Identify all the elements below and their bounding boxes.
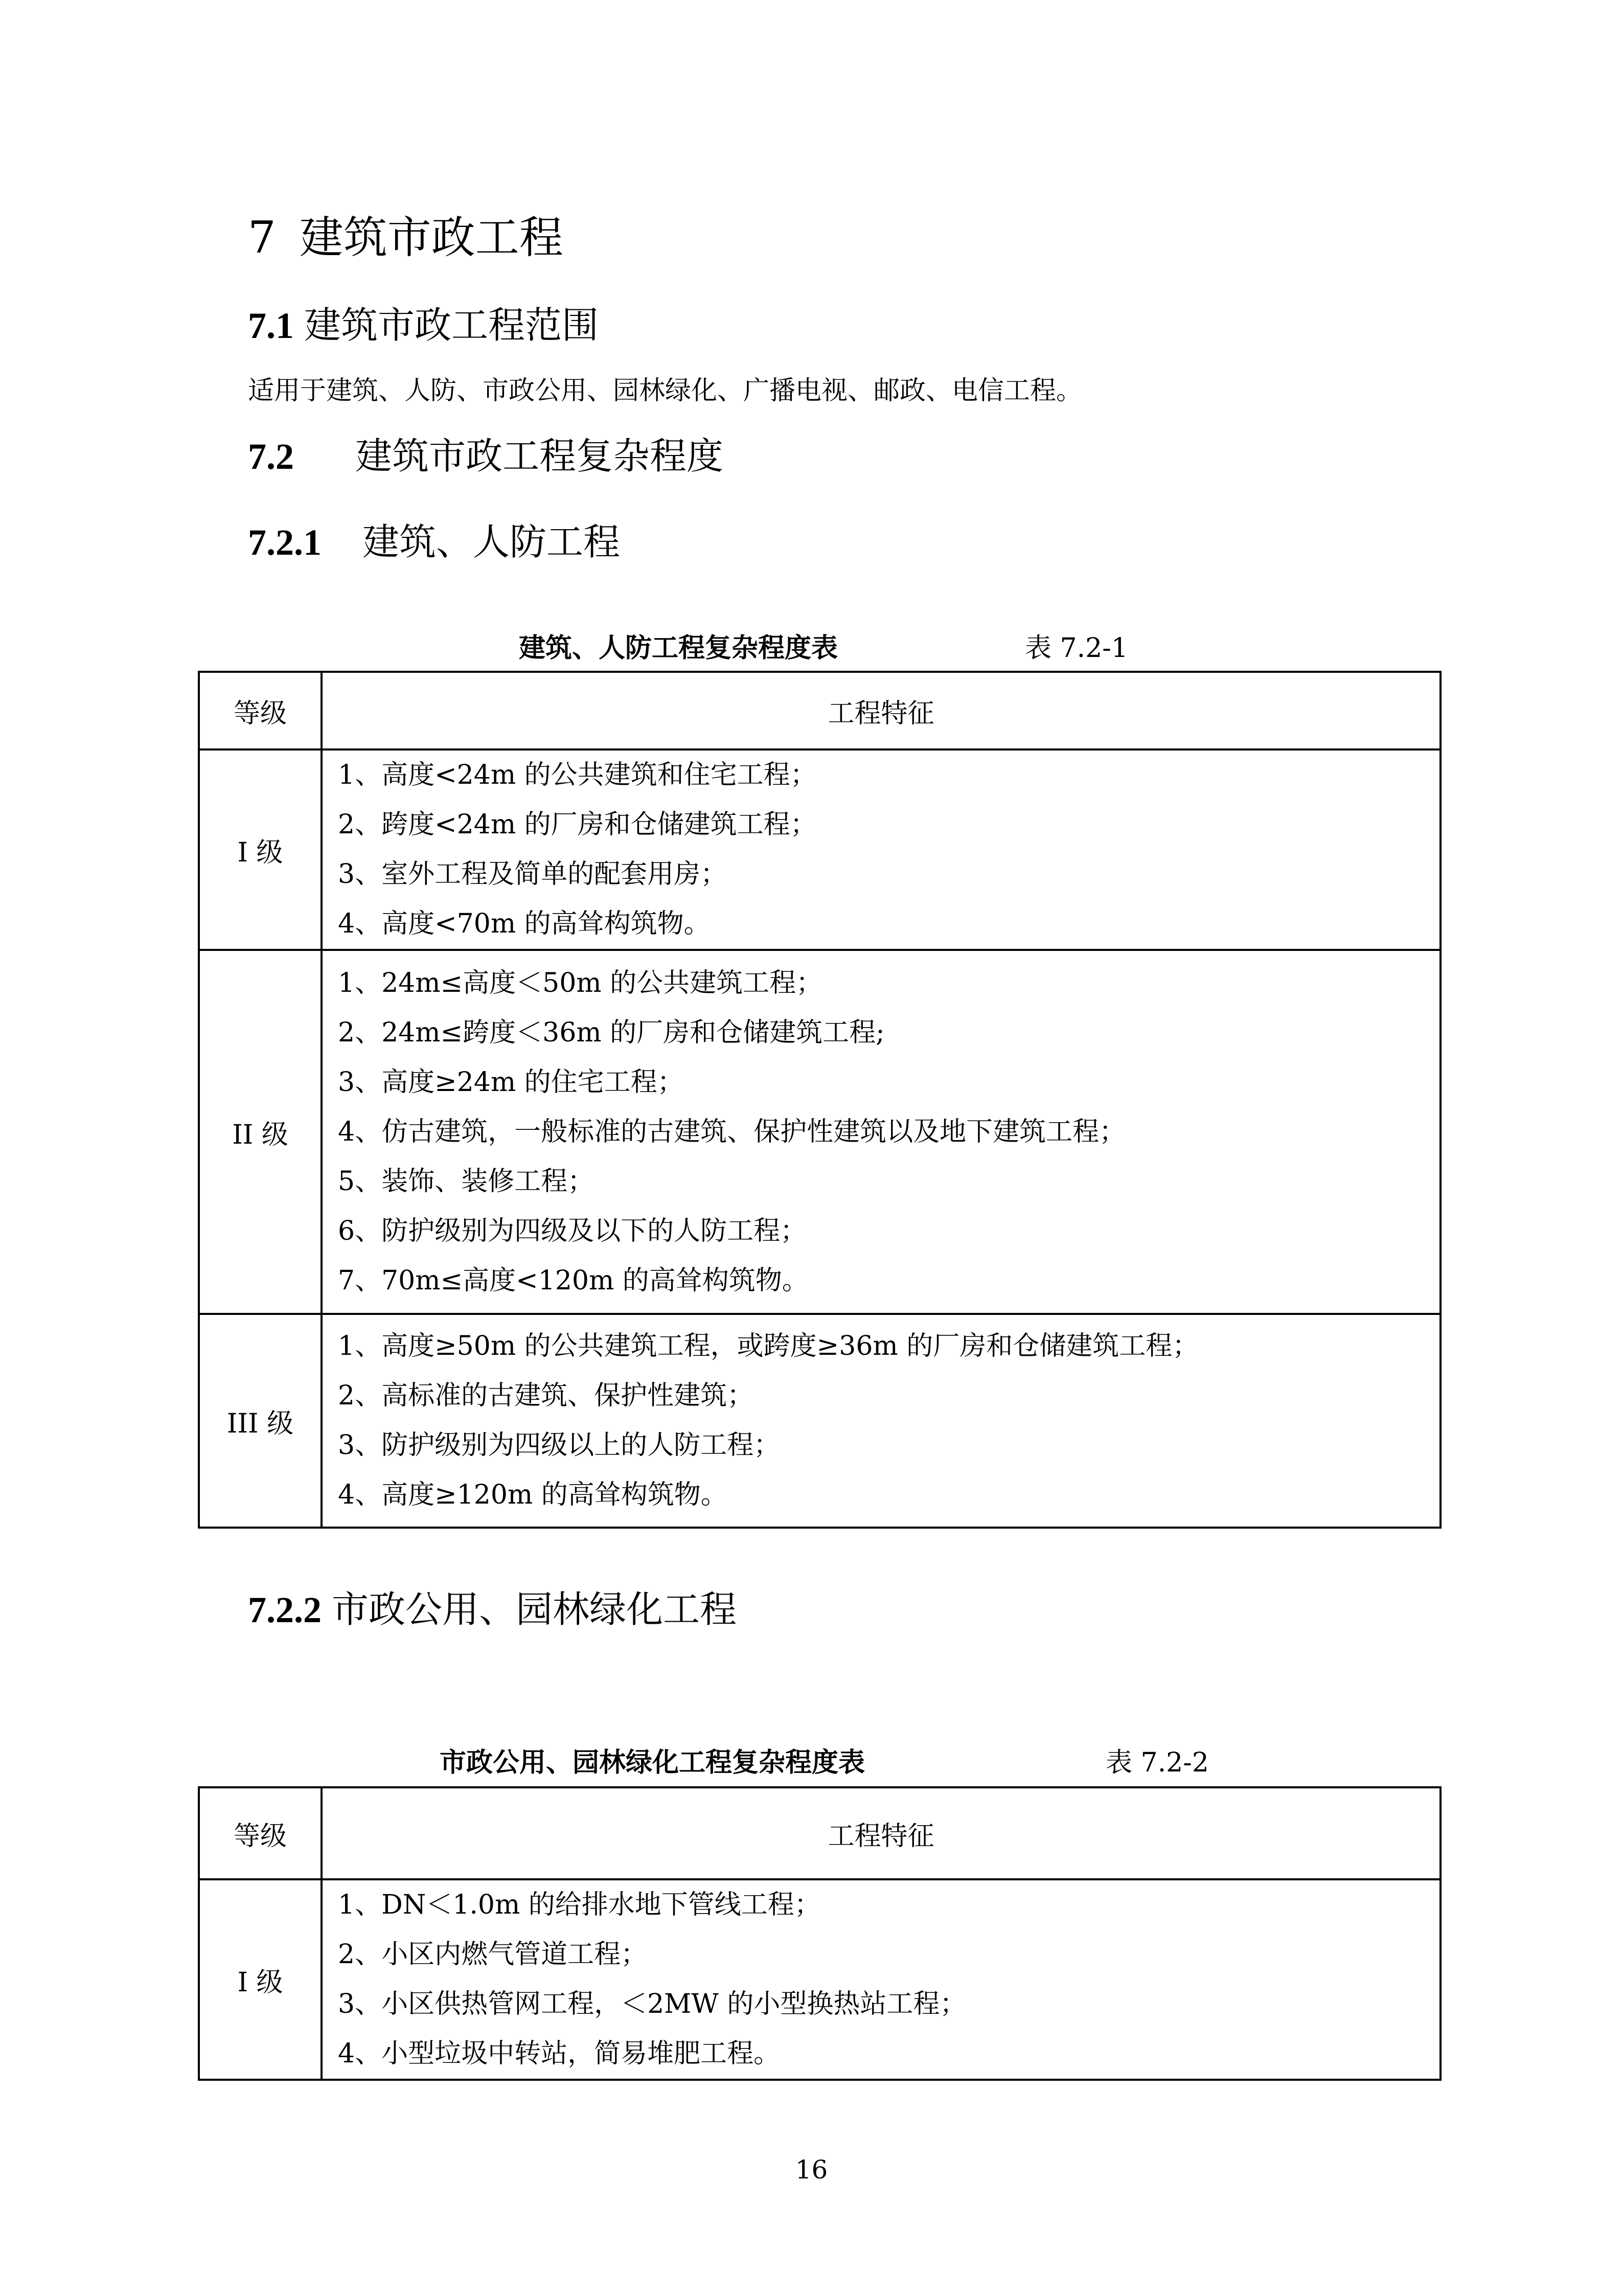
- page-number: 16: [795, 2155, 828, 2185]
- feature-item: 4、小型垃圾中转站，简易堆肥工程。: [338, 2038, 781, 2069]
- table-row: [199, 1879, 1441, 2080]
- section-title: 建筑、人防工程: [362, 520, 621, 563]
- feature-item: 1、24m≤高度＜50m 的公共建筑工程；: [338, 967, 823, 998]
- feature-item: 3、小区供热管网工程，＜2MW 的小型换热站工程；: [338, 1989, 967, 2019]
- section-number: 7.2.2: [248, 1589, 322, 1630]
- section-7-2-1-heading: [248, 517, 620, 567]
- row-features: [322, 749, 1441, 950]
- header-feature: 工程特征: [322, 1787, 1441, 1879]
- section-number: 7.2.1: [248, 522, 322, 563]
- row-level: II 级: [199, 950, 322, 1314]
- feature-item: 2、小区内燃气管道工程；: [338, 1939, 648, 1970]
- feature-item: 2、24m≤跨度＜36m 的厂房和仓储建筑工程;: [338, 1017, 885, 1048]
- section-title: 建筑市政工程范围: [304, 304, 599, 347]
- table-7-2-2-label: 表 7.2-2: [1106, 1747, 1209, 1778]
- feature-item: 5、装饰、装修工程；: [338, 1166, 595, 1197]
- feature-item: 6、防护级别为四级及以下的人防工程；: [338, 1215, 807, 1246]
- feature-item: 1、高度≥50m 的公共建筑工程，或跨度≥36m 的厂房和仓储建筑工程；: [338, 1331, 1199, 1361]
- row-level: III 级: [199, 1314, 322, 1528]
- feature-item: 3、室外工程及简单的配套用房；: [338, 859, 727, 890]
- row-level: I 级: [199, 1879, 322, 2080]
- feature-item: 4、高度≥120m 的高耸构筑物。: [338, 1480, 727, 1510]
- header-feature: 工程特征: [322, 672, 1441, 749]
- row-features: [322, 950, 1441, 1314]
- feature-item: 2、高标准的古建筑、保护性建筑；: [338, 1380, 754, 1411]
- table-header-row: [199, 672, 1441, 749]
- section-7-1-heading: [248, 301, 599, 350]
- row-features: [322, 1314, 1441, 1528]
- section-7-2-2-heading: [248, 1585, 737, 1634]
- feature-item: 4、高度<70m 的高耸构筑物。: [338, 908, 711, 939]
- scope-paragraph: 适用于建筑、人防、市政公用、园林绿化、广播电视、邮政、电信工程。: [248, 376, 1083, 406]
- table-row: [199, 1314, 1441, 1528]
- table-7-2-2: [198, 1786, 1442, 2081]
- section-title: 建筑市政工程复杂程度: [355, 435, 724, 478]
- table-7-2-1-title: 建筑、人防工程复杂程度表: [519, 632, 838, 664]
- feature-item: 1、高度<24m 的公共建筑和住宅工程；: [338, 760, 817, 790]
- feature-item: 1、DN＜1.0m 的给排水地下管线工程；: [338, 1890, 821, 1920]
- feature-item: 3、高度≥24m 的住宅工程；: [338, 1066, 684, 1098]
- feature-item: 3、防护级别为四级以上的人防工程；: [338, 1430, 781, 1461]
- chapter-heading: [248, 210, 563, 266]
- chapter-title: 建筑市政工程: [299, 212, 563, 263]
- section-7-2-heading: [248, 431, 723, 481]
- section-number: 7.1: [248, 305, 294, 346]
- section-number: 7.2: [248, 436, 294, 477]
- header-level: 等级: [199, 672, 322, 749]
- table-row: [199, 950, 1441, 1314]
- chapter-number: 7: [248, 212, 276, 263]
- table-7-2-2-title: 市政公用、园林绿化工程复杂程度表: [440, 1747, 865, 1778]
- header-level: 等级: [199, 1787, 322, 1879]
- table-7-2-1-label: 表 7.2-1: [1025, 633, 1128, 664]
- feature-item: 7、70m≤高度<120m 的高耸构筑物。: [338, 1265, 809, 1296]
- table-row: [199, 749, 1441, 950]
- section-title: 市政公用、园林绿化工程: [332, 1588, 737, 1631]
- table-header-row: [199, 1787, 1441, 1879]
- feature-item: 2、跨度<24m 的厂房和仓储建筑工程；: [338, 809, 817, 840]
- row-level: I 级: [199, 749, 322, 950]
- feature-item: 4、仿古建筑，一般标准的古建筑、保护性建筑以及地下建筑工程；: [338, 1116, 1126, 1147]
- row-features: [322, 1879, 1441, 2080]
- table-7-2-1: [198, 671, 1442, 1529]
